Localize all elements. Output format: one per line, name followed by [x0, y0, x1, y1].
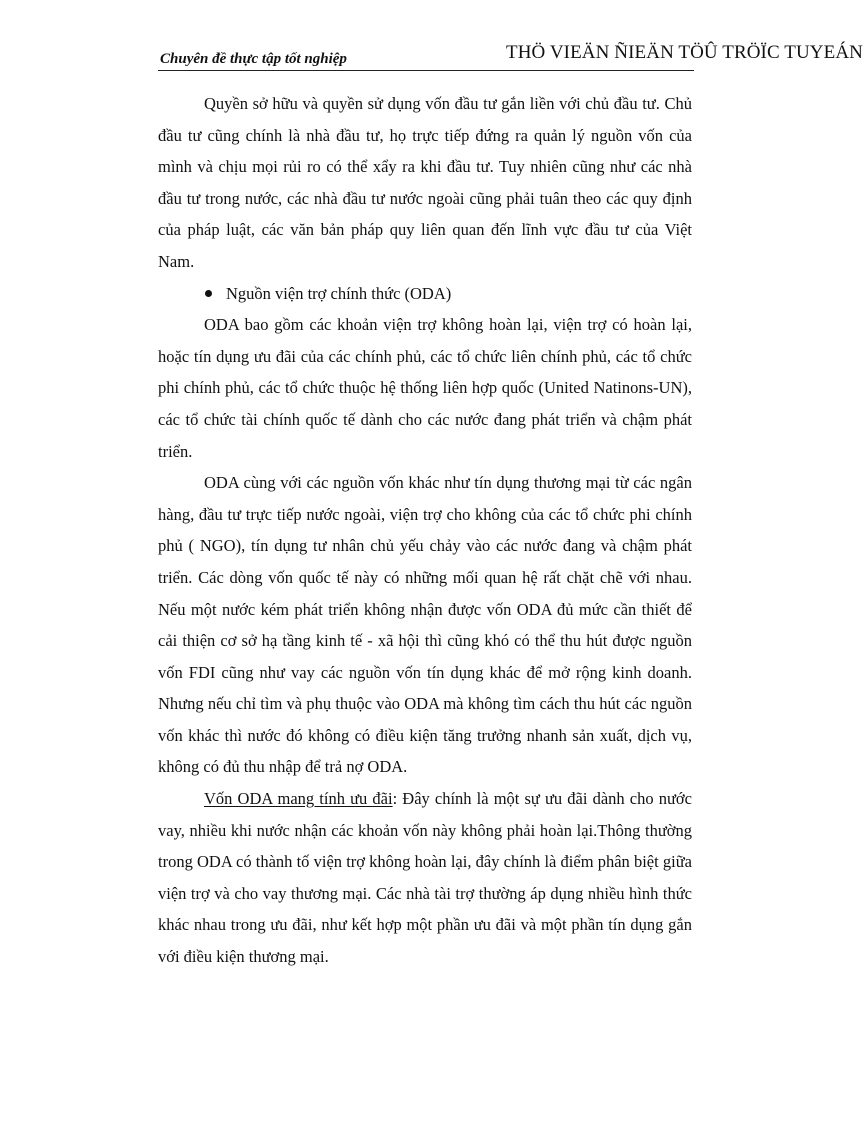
- document-body: [158, 88, 692, 973]
- bullet-item-label: Nguồn viện trợ chính thức (ODA): [226, 283, 452, 303]
- paragraph-investment-ownership: Quyền sở hữu và quyền sử dụng vốn đầu tư gắn liền với chủ đầu tư. Chủ đầu tư cũng chính là nhà đầu tư, họ trực tiếp đứng ra quản lý nguồn vốn của mình và chịu mọi rủi ro có thể xẩy ra khi đầu tư. Tuy nhiên cũng như các nhà đầu tư trong nước, các nhà đầu tư nước ngoài cũng phải tuân theo các quy định của pháp luật, các văn bản pháp quy liên quan đến lĩnh vực đầu tư của Việt Nam.: [158, 94, 692, 271]
- bullet-dot-icon: [205, 290, 212, 297]
- paragraph-oda-preferential: [158, 783, 692, 973]
- paragraph-oda-capital-flows: ODA cùng với các nguồn vốn khác như tín dụng thương mại từ các ngân hàng, đầu tư trực tiếp nước ngoài, viện trợ cho không của các tổ chức phi chính phủ ( NGO), tín dụng tư nhân chủ yếu chảy vào các nước đang và chậm phát triển. Các dòng vốn quốc tế này có những mối quan hệ rất chặt chẽ với nhau. Nếu một nước kém phát triển không nhận được vốn ODA đủ mức cần thiết để cải thiện cơ sở hạ tầng kinh tế - xã hội thì cũng khó có thể thu hút được nguồn vốn FDI cũng như vay các nguồn vốn tín dụng khác để mở rộng kinh doanh. Nhưng nếu chỉ tìm và phụ thuộc vào ODA mà không tìm cách thu hút các nguồn vốn khác thì nước đó không có điều kiện tăng trưởng nhanh sản xuất, dịch vụ, không có đủ thu nhập để trả nợ ODA.: [158, 473, 692, 777]
- underlined-lead-phrase: Vốn ODA mang tính ưu đãi: [204, 789, 393, 809]
- bullet-item-oda: [158, 278, 692, 310]
- paragraph-oda-definition: ODA bao gồm các khoản viện trợ không hoàn lại, viện trợ có hoàn lại, hoặc tín dụng ưu đãi của các chính phủ, các tổ chức liên chính phủ, các tổ chức phi chính phủ, các tổ chức thuộc hệ thống liên hợp quốc (United Natinons-UN), các tổ chức tài chính quốc tế dành cho các nước đang phát triển và chậm phát triển.: [158, 315, 692, 461]
- paragraph-oda-preferential-text: : Đây chính là một sự ưu đãi dành cho nước vay, nhiều khi nước nhận các khoản vốn này không phải hoàn lại.Thông thường trong ODA có thành tố viện trợ không hoàn lại, đây chính là điểm phân biệt giữa viện trợ và cho vay thương mại. Các nhà tài trợ thường áp dụng nhiều hình thức khác nhau trong ưu đãi, như kết hợp một phần ưu đãi và một phần tín dụng gắn với điều kiện thương mại.: [158, 789, 692, 967]
- header-document-title: Chuyên đề thực tập tốt nghiệp: [160, 51, 347, 67]
- page-header: [158, 30, 863, 71]
- header-library-title: THÖ VIEÄN ÑIEÄN TÖÛ TRÖÏC TUYEÁN: [506, 42, 863, 63]
